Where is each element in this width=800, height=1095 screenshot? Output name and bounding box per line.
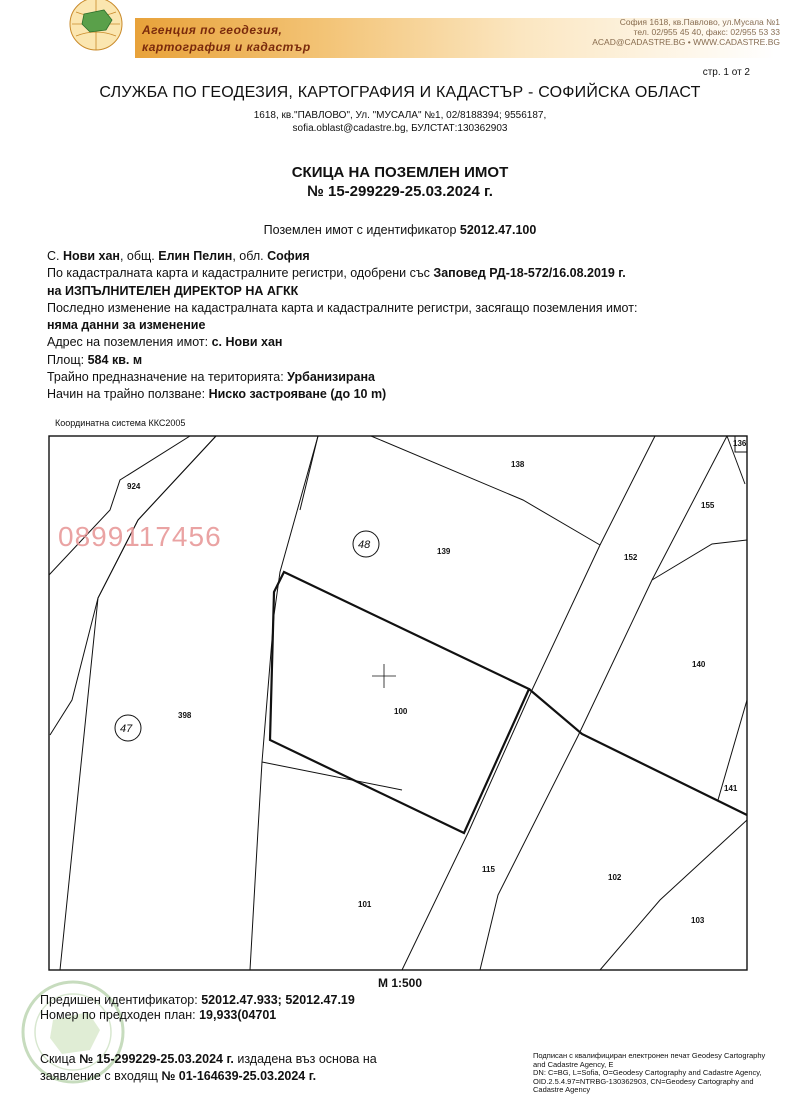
boundary-155-140 (652, 540, 747, 580)
parcel-100-boundary (270, 572, 529, 833)
parcel-label-102: 102 (608, 873, 622, 882)
parcel-label-103: 103 (691, 916, 705, 925)
agency-name: Агенция по геодезия, картография и кадастър (142, 23, 311, 54)
parcel-label-398: 398 (178, 711, 192, 720)
identifier-value: 52012.47.100 (459, 223, 537, 237)
boundary-102-103 (600, 820, 747, 970)
document-title: СКИЦА НА ПОЗЕМЛЕН ИМОТ № 15-299229-25.03.2024 г. (291, 164, 509, 200)
parcel-label-141: 141 (724, 784, 738, 793)
previous-identifier: 52012.47.933; 52012.47.19 (201, 993, 355, 1007)
issuance-note: Скица № 15-299229-25.03.2024 г. издадена въз основа на заявление с входящ № 01-164639-25.03.2024 г. (40, 1052, 377, 1083)
parcel-label-115: 115 (482, 865, 495, 874)
boundary-west-road (60, 436, 216, 970)
page-number: стр. 1 от 2 (702, 67, 750, 78)
electronic-seal-note: Подписан с квалифициран електронен печат Geodesy Cartography and Cadastre Agency, E DN: C=BG, L=Sofia, O=Geodesy Cartography and Cadastre Agency, OID.2.5.4.97=NTRBG-130362903, CN=Geodesy Cartography and Cadastre Agency (533, 1051, 766, 1094)
map-frame (49, 436, 747, 970)
office-address: 1618, кв."ПАВЛОВО", Ул. "МУСАЛА" №1, 02/8188394; 9556187, sofia.oblast@cadastre.bg, БУЛСТАТ:130362903 (253, 110, 547, 134)
parcel-label-138: 138 (511, 460, 525, 469)
block-47-label: 47 (120, 723, 133, 735)
parcel-label-155: 155 (701, 501, 715, 510)
boundary-138-south (371, 436, 600, 545)
previous-plan-number: 19,933(04701 (199, 1008, 277, 1022)
coordinate-system: Координатна система ККС2005 (55, 418, 186, 428)
parcel-label-100: 100 (394, 707, 408, 716)
boundary-road-west (402, 436, 655, 970)
block-48-label: 48 (358, 539, 371, 551)
agency-contacts: София 1618, кв.Павлово, ул.Мусала №1 тел. 02/955 45 40, факс: 02/955 53 33 ACAD@CADASTRE.BG • WWW.CADASTRE.BG (592, 17, 780, 47)
parcel-label-139: 139 (437, 547, 451, 556)
office-title: СЛУЖБА ПО ГЕОДЕЗИЯ, КАРТОГРАФИЯ И КАДАСТЪР - СОФИЙСКА ОБЛАСТ (99, 84, 701, 101)
property-info: С. Нови хан, общ. Елин Пелин, обл. София По кадастралната карта и кадастралните регистри, одобрени със Заповед РД-18-572/16.08.2019 г. на ИЗПЪЛНИТЕЛЕН ДИРЕКТОР НА АГКК Последно изменение на кадастралната карта и кадастралните регистри, засягащо поземления имот: няма данни за изменение Адрес на поземления имот: с. Нови хан Площ: 584 кв. м Трайно предназначение на територията: Урбанизирана Начин на трайно ползване: Ниско застрояване (до 10 m) (47, 249, 638, 402)
parcel-label-152: 152 (624, 553, 638, 562)
parcel-102-boundary (529, 689, 747, 815)
parcel-label-924: 924 (127, 482, 141, 491)
boundary-101-top (262, 762, 402, 790)
parcel-label-140: 140 (692, 660, 706, 669)
parcel-label-101: 101 (358, 900, 372, 909)
boundary-138-139 (300, 436, 318, 510)
boundary-road-east (480, 436, 727, 970)
boundary-924-398 (49, 436, 216, 735)
previous-info: Предишен идентификатор: 52012.47.933; 52012.47.19 Номер по предходен план: 19,933(04701 (40, 993, 355, 1022)
parcel-label-136: 136 (733, 439, 747, 448)
map-scale: M 1:500 (377, 976, 423, 990)
identifier-line: Поземлен имот с идентификатор 52012.47.100 (263, 223, 537, 237)
boundary-398-east (250, 436, 318, 970)
phone-watermark: 0899117456 (58, 521, 222, 552)
